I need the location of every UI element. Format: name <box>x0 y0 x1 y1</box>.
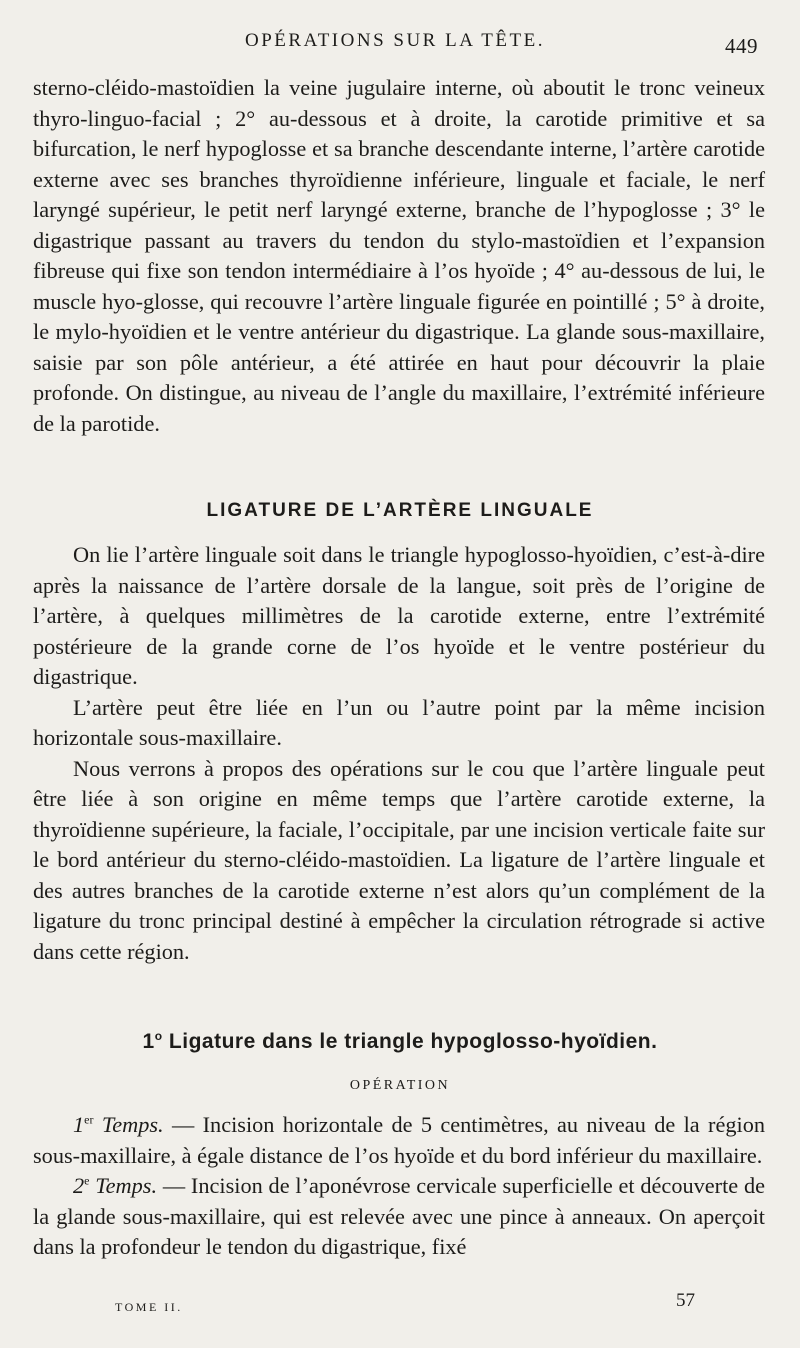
intro-paragraph: sterno-cléido-mastoïdien la veine jugulaire interne, où aboutit le tronc veineux thyro-linguo-facial ; 2° au-dessous et à droite, la carotide primitive et sa bifurcation, le nerf hypoglosse et sa branche descendante interne, l’artère carotide externe avec ses branches thyroïdienne inférieure, linguale et faciale, le nerf laryngé supérieur, le petit nerf laryngé externe, branche de l’hypoglosse ; 3° le digastrique passant au travers du tendon du stylo-mastoïdien et l’expansion fibreuse qui fixe son tendon intermédiaire à l’os hyoïde ; 4° au-dessous de lui, le muscle hyo-glosse, qui recouvre l’artère linguale figurée en pointillé ; 5° à droite, le mylo-hyoïdien et le ventre antérieur du digastrique. La glande sous-maxillaire, saisie par son pôle antérieur, a été attirée en haut pour découvrir la plaie profonde. On distingue, au niveau de l’angle du maxillaire, l’extrémité inférieure de la parotide. <box>33 75 765 436</box>
step-1 <box>33 1110 765 1171</box>
step-2 <box>33 1171 765 1263</box>
section-heading: LIGATURE DE L’ARTÈRE LINGUALE <box>206 500 594 521</box>
step-1-num: 1 <box>73 1112 85 1137</box>
running-title: OPÉRATIONS SUR LA TÊTE. <box>245 30 545 51</box>
step-2-num: 2 <box>73 1173 85 1198</box>
step-1-sup: er <box>84 1112 94 1127</box>
section-body <box>33 540 765 967</box>
subsection-number: 1 <box>142 1030 155 1053</box>
step-2-label: Temps. <box>95 1173 158 1198</box>
section-paragraph-1: On lie l’artère linguale soit dans le triangle hypoglosso-hyoïdien, c’est-à-dire après la naissance de l’artère dorsale de la langue, soit près de l’origine de l’artère, à quelques millimètres de la carotide externe, entre l’extrémité postérieure de la grande corne de l’os hyoïde et le ventre postérieur du digastrique. <box>33 542 765 689</box>
subsection-title: Ligature dans le triangle hypoglosso-hyoïdien. <box>168 1030 658 1053</box>
signature-mark: 57 <box>676 1290 695 1311</box>
steps-body <box>33 1110 765 1263</box>
section-paragraph-2: L’artère peut être liée en l’un ou l’autre point par la même incision horizontale sous-maxillaire. <box>33 694 765 750</box>
volume-label: TOME II. <box>115 1300 183 1314</box>
intro-paragraph-block <box>33 73 765 439</box>
step-1-text: — Incision horizontale de 5 centimètres, au niveau de la région sous-maxillaire, à égale distance de l’os hyoïde et du bord inférieur du maxillaire. <box>33 1112 766 1168</box>
page-number: 449 <box>725 34 758 58</box>
step-1-label: Temps. <box>101 1112 164 1137</box>
subsection-number-sup: o <box>154 1029 163 1043</box>
step-2-sup: e <box>84 1173 90 1188</box>
running-head <box>0 28 800 58</box>
subsection-heading <box>0 1030 800 1054</box>
section-paragraph-3: Nous verrons à propos des opérations sur le cou que l’artère linguale peut être liée à son origine en même temps que l’artère carotide externe, la thyroïdienne supérieure, la faciale, l’occipitale, par une incision verticale faite sur le bord antérieur du sterno-cléido-mastoïdien. La ligature de l’artère linguale et des autres branches de la carotide externe n’est alors qu’un complément de la ligature du tronc principal destiné à empêcher la circulation rétrograde si active dans cette région. <box>33 755 765 964</box>
step-2-text: — Incision de l’aponévrose cervicale superficielle et découverte de la glande sous-maxillaire, qui est relevée avec une pince à anneaux. On aperçoit dans la profondeur le tendon du digastrique, fixé <box>33 1173 766 1259</box>
operation-label: OPÉRATION <box>349 1078 451 1093</box>
